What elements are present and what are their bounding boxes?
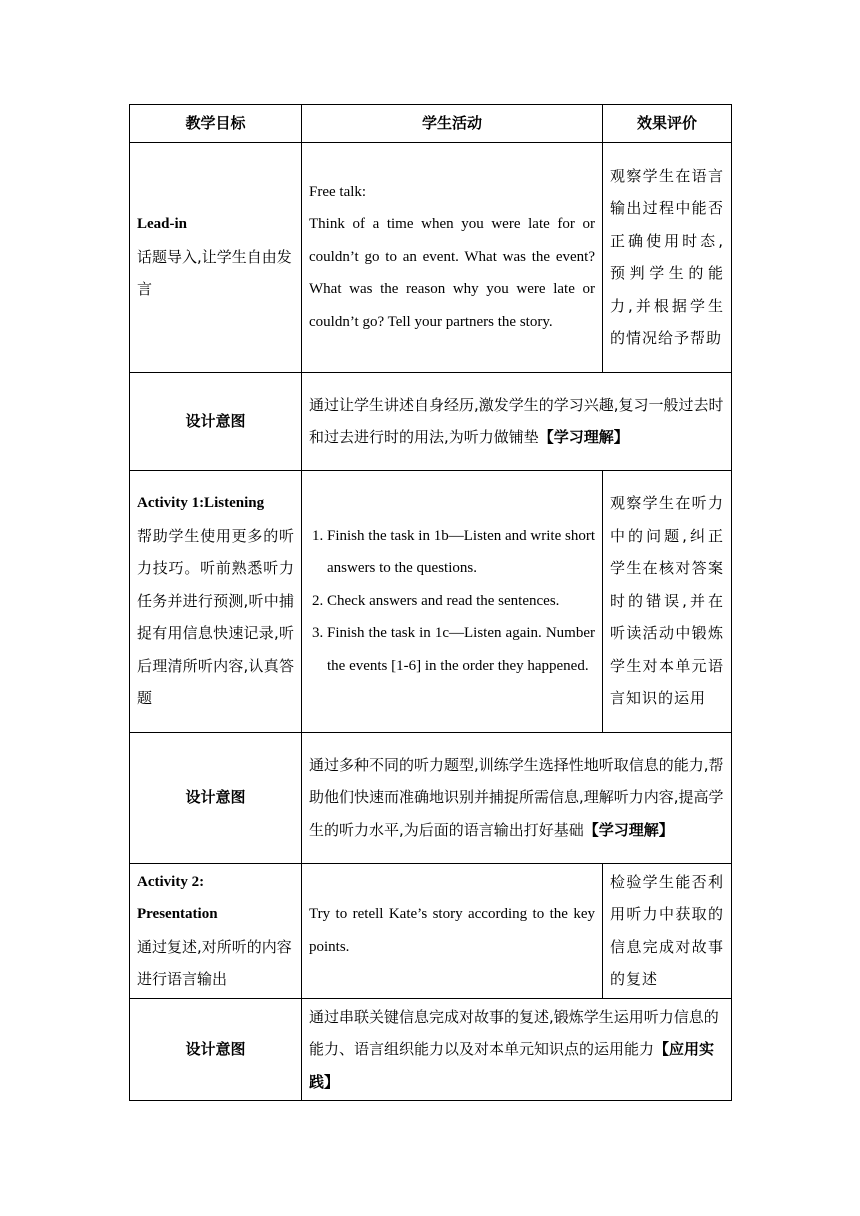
goal-description: 通过复述,对所听的内容进行语言输出 xyxy=(137,937,292,988)
design-intent-row xyxy=(130,372,732,470)
design-intent-cell xyxy=(302,372,732,470)
design-intent-cell xyxy=(302,998,732,1101)
goal-cell xyxy=(130,142,302,372)
goal-title: Lead-in xyxy=(137,216,188,233)
design-intent-tag: 【学习理解】 xyxy=(538,428,629,446)
header-teaching-goal: 教学目标 xyxy=(130,105,302,143)
goal-title: Activity 1:Listening xyxy=(137,495,265,512)
design-intent-row xyxy=(130,998,732,1101)
activity-heading: Free talk: xyxy=(309,183,367,200)
design-intent-text: 通过让学生讲述自身经历,激发学生的学习兴趣,复习一般过去时和过去进行时的用法,为听力做铺垫 xyxy=(309,395,724,446)
activity-steps-list xyxy=(309,520,595,683)
lesson-plan-table xyxy=(129,104,732,1101)
design-intent-label: 设计意图 xyxy=(130,732,302,863)
goal-cell xyxy=(130,470,302,732)
activity-text: Think of a time when you were late for or couldn’t go to an event. What was the event? What was the reason why you were late or couldn’t go? Tell your partners the story. xyxy=(309,216,595,330)
evaluation-cell: 观察学生在听力中的问题,纠正学生在核对答案时的错误,并在听读活动中锻炼学生对本单元语言知识的运用 xyxy=(603,470,732,732)
table-row xyxy=(130,470,732,732)
activity-cell: Try to retell Kate’s story according to the key points. xyxy=(302,863,603,998)
table-header-row xyxy=(130,105,732,143)
design-intent-text: 通过多种不同的听力题型,训练学生选择性地听取信息的能力,帮助他们快速而准确地识别并捕捉所需信息,理解听力内容,提高学生的听力水平,为后面的语言输出打好基础 xyxy=(309,755,724,839)
activity-cell xyxy=(302,470,603,732)
design-intent-cell xyxy=(302,732,732,863)
goal-cell xyxy=(130,863,302,998)
design-intent-label: 设计意图 xyxy=(130,998,302,1101)
table-row xyxy=(130,863,732,998)
header-student-activity: 学生活动 xyxy=(302,105,603,143)
activity-cell xyxy=(302,142,603,372)
evaluation-cell: 观察学生在语言输出过程中能否正确使用时态,预判学生的能力,并根据学生的情况给予帮助 xyxy=(603,142,732,372)
goal-description: 话题导入,让学生自由发言 xyxy=(137,247,292,299)
goal-title: Activity 2: xyxy=(137,873,205,890)
design-intent-label: 设计意图 xyxy=(130,372,302,470)
design-intent-text: 通过串联关键信息完成对故事的复述,锻炼学生运用听力信息的能力、语言组织能力以及对本单元知识点的运用能力 xyxy=(309,1007,719,1058)
evaluation-cell: 检验学生能否利用听力中获取的信息完成对故事的复述 xyxy=(603,863,732,998)
table-row xyxy=(130,142,732,372)
goal-description: 帮助学生使用更多的听力技巧。听前熟悉听力任务并进行预测,听中捕捉有用信息快速记录,听后理清所听内容,认真答题 xyxy=(137,526,294,708)
goal-title: Presentation xyxy=(137,906,218,922)
list-item: 2. Check answers and read the sentences. xyxy=(327,585,595,618)
list-item: 3. Finish the task in 1c—Listen again. Number the events [1-6] in the order they happened. xyxy=(327,617,595,682)
design-intent-row xyxy=(130,732,732,863)
design-intent-tag: 【学习理解】 xyxy=(583,820,674,839)
design-intent-tag: 【应用实践】 xyxy=(309,1040,715,1091)
header-evaluation: 效果评价 xyxy=(603,105,732,143)
list-item: 1. Finish the task in 1b—Listen and write short answers to the questions. xyxy=(327,520,595,585)
